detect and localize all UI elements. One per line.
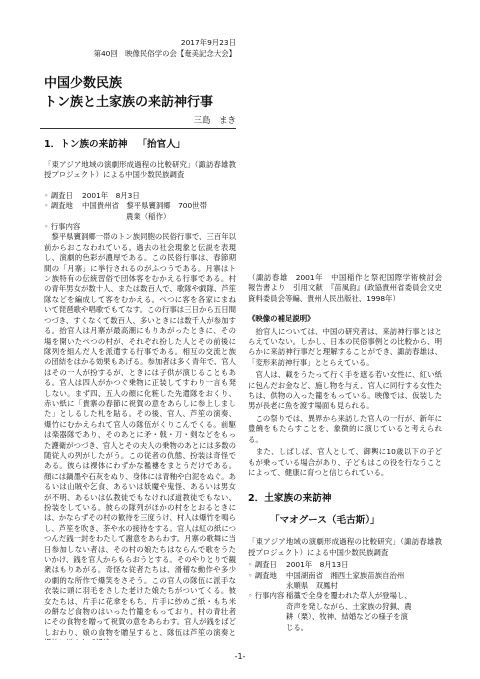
section2-event-2: 奇声を発しながら、土家族の狩猟、農: [286, 601, 412, 611]
conference-name: 第40回 映像民俗学の会【奄美記念大会】: [93, 48, 236, 58]
author-name: 三島 まき: [193, 116, 236, 126]
section2-heading-sub: 「マオグース（毛古斯）」: [270, 515, 380, 527]
body-continuation-clip: [248, 38, 442, 273]
section2-survey-place-2: 永順県 双鳳村: [286, 580, 338, 590]
section2-intro: 「東アジア地域の演劇形成過程の比較研究」（諏訪春雄教授プロジェクト）による中国少数民族調査: [248, 537, 442, 557]
title-divider: [40, 128, 236, 129]
section1-citation: （諏訪春雄 2001年 中国稲作と祭祀国際学術検討会 報告書より 引用文献 『苗風韵』(政協貴州省委員会文史資料委員会等編、貴州人民出版社、1998年）: [248, 273, 450, 303]
supplement-paragraph-3: この祭りでは、異界から来訪した官人の一行が、新年に豊饒をもたらすことを、象徴的に演じていると考えられる。: [248, 413, 442, 444]
section1-survey-place: ◦ 調査地 中国貴州省 黎平県竇洞郷 700世帯: [44, 201, 207, 211]
section2-survey-place: ◦ 調査地 中国湖南省 湘西土家族苗族自治州: [248, 570, 405, 580]
section2-event-3: 耕（栗）、牧神、結婚などの様子を演: [286, 612, 408, 622]
section1-event-label: ◦ 行事内容: [44, 222, 81, 232]
paper-date: 2017年9月23日: [180, 38, 236, 47]
supplement-paragraph-1: 抬官人については、中国の研究者は、来訪神行事とはとらえていない。しかし、日本の民俗事例との比較から、明らかに来訪神行事だと理解することができ、諏訪春雄は、「変形来訪神行事」ととらえている。: [248, 326, 442, 367]
section2-heading: 2．土家族の来訪神: [248, 493, 332, 505]
section1-body: 黎平県竇洞郷一帯のトン族同胞の民俗行事で、三百年以前からおこなわれている。過去の社会現象と伝説を表現し、演劇的色彩が濃厚である。この民俗行事は、春節期間の「月寨」に挙行されるのがふつうである。月寨はトン族特有の伝統習俗で団体客をむかえる行事である。村の青年男女が数十人、または数百人で、歌隊や戯隊、芦笙隊などを編成して客をむかえる。ぺつに客を各家にまねいて琵琶歌や唱歌でもてなす。この行事は三日から五日間つづき、すくなくて数百人、多いときには数千人が参加する。抬官人は月寨が最高潮にもりあがったときに、その場を開いたぺつの村が、それぞれ扮した人とその前後に隊列を組んだ人を派遣する行事である。相互の交流と族の団結をはかる効果もあげる。参加者は多く青年で、官人はその一人が扮するが、ときには子供が演じることもある。官人は四人がかつぐ乗物に正装してすわり一言も発しない。まず四、五人の顔に化粧した先遣隊をおくり、赤い紙に「貴寨の春節に祝賀の意をあらしに参上しました」としるした札を貼る。その後、官人、芦笙の演奏、爆竹にむかえられて官人の隊伍がくりこんでくる。前駆は楽器隊であり、そのあとに矛・戟・刀・剣などをもった護衛がつづき、官人とその夫人の乗物のあとには多数の随従人の列がしたがう。この従者の仇態、扮装は奇怪である。彼らは裸体にわずかな襤褸をまとうだけである。顔には鍋墨や石灰をぬり、身体には青釉や白泥をぬぐ。あるいは山賊や乞食、あるいは妖魔や鬼怪、あるいは男女が不明、あるいは仏教徒でもなければ道教徒でもない、扮装をしている。彼らの隊列がほかの村をとおるときには、かならずその村の歓待を三度うけ、村人は爆竹を鳴らし、芦笙を吹き、茶や水の接待をする。官人は紅の紙につつんだ銭一封をわたして謝意をあらわす。月寨の歌舞に当日参加しない者は、その村の娘たちはならんで歌をうたいかけ、銭を官人からもらおうとする。そのやりとりで観衆はもりあがる。奇怪な従者たちは、滑稽な動作や多少の劇的な所作で爆笑をさそう。この官人の隊伍に派手な衣装に頭に羽毛をさした老けた娘たちがついてくる。彼女たちは、片手に花傘をもち、片手に紗めご紙・もち米の餅など食物のはいった竹籠をもっており、村の青壮者にその食物を贈って祝賀の意をあらわす。官人が銭をばどしおわり、娘の食物を贈呈すると、隊伍は芦笙の演奏と: [44, 232, 236, 637]
section1-heading: 1．トン族の来訪神 「抬官人」: [44, 139, 186, 150]
paper-title: [44, 74, 213, 112]
title-line-2: トン族と土家族の来訪神行事: [44, 95, 214, 110]
left-column: [44, 134, 236, 640]
section1-survey-date: ◦ 調査日 2001年 8月3日: [44, 190, 140, 200]
supplement-paragraph-2: 官人は、載をうたって行く手を遮る若い女性に、紅い紙に包んだお金など、施し物を与え、官人に同行する女性たちは、供物の入った籠をもっている。映像では、仮装した男が長老に魚を渡す場面も見られる。: [248, 370, 442, 411]
supplement-paragraph-4: また、しばしば、官人として、御輿に10歳以下の子どもが乗っている場合があり、子どもはこの役を行なうことによって、健康に育つと信じられている。: [248, 447, 442, 477]
section2-survey-date: ◦ 調査日 2001年 8月13日: [248, 560, 349, 570]
section1-intro: 「東アジア地域の演劇形成過程の比較研究」（諏訪春雄教授プロジェクト）による中国少数民族調査: [44, 160, 236, 180]
page-number: -1-: [234, 652, 246, 661]
supplement-heading: 《映像の補足説明》: [248, 314, 315, 324]
paper-header-meta: [40, 38, 236, 59]
section2-event: ◦ 行事内容 稲藁で全身を覆われた草人が登場し、: [248, 591, 412, 601]
right-column: [248, 38, 450, 633]
section1-survey-place-2: 農業（稲作）: [126, 211, 171, 221]
section2-event-4: じる。: [286, 622, 309, 632]
title-line-1: 中国少数民族: [44, 76, 123, 91]
